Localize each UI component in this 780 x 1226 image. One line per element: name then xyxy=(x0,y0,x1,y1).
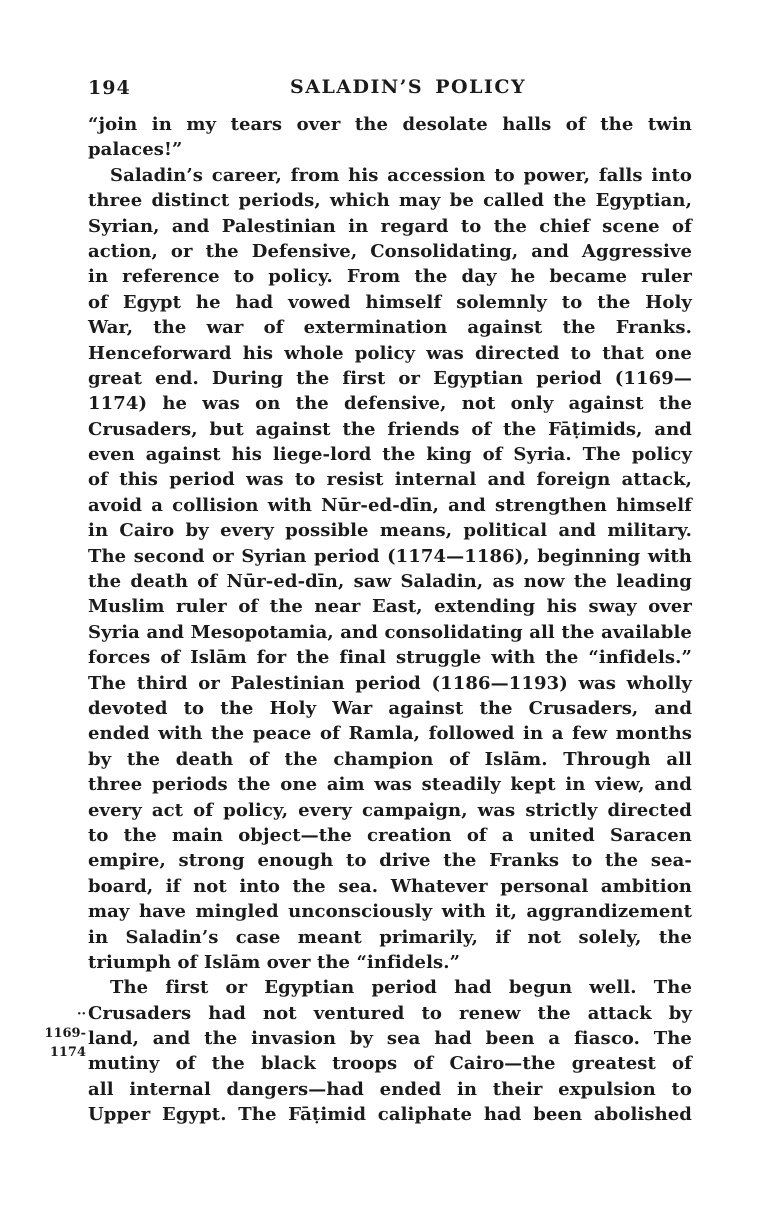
text-line: three distinct periods, which may be called the Egyptian, xyxy=(88,190,692,212)
text-line: Crusaders had not ventured to renew the attack by xyxy=(88,1002,692,1024)
text-line: 1174) he was on the defensive, not only against the xyxy=(88,393,692,415)
text-line: in reference to policy. From the day he became ruler xyxy=(88,266,692,288)
margin-date-note xyxy=(34,1005,86,1062)
running-title: SALADIN’S POLICY xyxy=(289,76,527,98)
text-line: triumph of Islām over the “infidels.” xyxy=(88,951,461,973)
page-number: 194 xyxy=(88,77,131,99)
text-line: avoid a collision with Nūr-ed-dīn, and strengthen himself xyxy=(88,494,692,516)
text-line: ended with the peace of Ramla, followed in a few months xyxy=(88,723,692,745)
text-line: Muslim ruler of the near East, extending his sway over xyxy=(88,596,692,618)
text-line: palaces!” xyxy=(88,139,183,161)
text-line: devoted to the Holy War against the Crusaders, and xyxy=(88,697,692,719)
text-line: to the main object—the creation of a united Saracen xyxy=(88,824,692,846)
text-line: the death of Nūr-ed-dīn, saw Saladin, as now the leading xyxy=(88,571,692,593)
text-line: action, or the Defensive, Consolidating, and Aggressive xyxy=(88,240,692,262)
text-line: land, and the invasion by sea had been a fiasco. The xyxy=(88,1028,692,1050)
margin-note-line: 1174 xyxy=(49,1045,86,1060)
text-line: board, if not into the sea. Whatever personal ambition xyxy=(88,875,692,897)
text-line: Upper Egypt. The Fāṭimid caliphate had been abolished xyxy=(88,1104,692,1126)
text-line: by the death of the champion of Islām. Through all xyxy=(88,748,692,770)
text-line: great end. During the first or Egyptian period (1169— xyxy=(88,367,692,389)
text-line: Syria and Mesopotamia, and consolidating all the available xyxy=(88,621,692,643)
text-line: The third or Palestinian period (1186—1193) was wholly xyxy=(88,672,692,694)
text-line: of this period was to resist internal and foreign attack, xyxy=(88,469,692,491)
text-line: Saladin’s career, from his accession to power, falls into xyxy=(110,164,692,186)
text-line: even against his liege-lord the king of Syria. The policy xyxy=(88,444,692,466)
text-line: in Cairo by every possible means, political and military. xyxy=(88,520,692,542)
margin-note-line: ·· xyxy=(76,1007,86,1022)
text-line: War, the war of extermination against the Franks. xyxy=(88,317,692,339)
margin-note-line: 1169- xyxy=(44,1026,86,1041)
text-line: forces of Islām for the final struggle with the “infidels.” xyxy=(88,647,692,669)
text-line: in Saladin’s case meant primarily, if not solely, the xyxy=(88,926,692,948)
text-line: Crusaders, but against the friends of the Fāṭimids, and xyxy=(88,418,692,440)
text-line: empire, strong enough to drive the Franks to the sea- xyxy=(88,850,692,872)
text-line: of Egypt he had vowed himself solemnly to the Holy xyxy=(88,291,692,313)
text-line: Syrian, and Palestinian in regard to the chief scene of xyxy=(88,215,692,237)
body-text xyxy=(88,112,692,1128)
text-line: three periods the one aim was steadily kept in view, and xyxy=(88,774,692,796)
text-line: mutiny of the black troops of Cairo—the greatest of xyxy=(88,1053,692,1075)
text-line: may have mingled unconsciously with it, aggrandizement xyxy=(88,901,692,923)
text-line: “join in my tears over the desolate halls of the twin xyxy=(88,114,692,135)
text-line: all internal dangers—had ended in their expulsion to xyxy=(88,1078,692,1100)
text-line: The first or Egyptian period had begun well. The xyxy=(110,977,692,999)
text-line: The second or Syrian period (1174—1186), beginning with xyxy=(88,545,692,567)
text-line: Henceforward his whole policy was directed to that one xyxy=(88,342,692,364)
text-line: every act of policy, every campaign, was strictly directed xyxy=(88,799,692,821)
page-header xyxy=(88,76,692,100)
